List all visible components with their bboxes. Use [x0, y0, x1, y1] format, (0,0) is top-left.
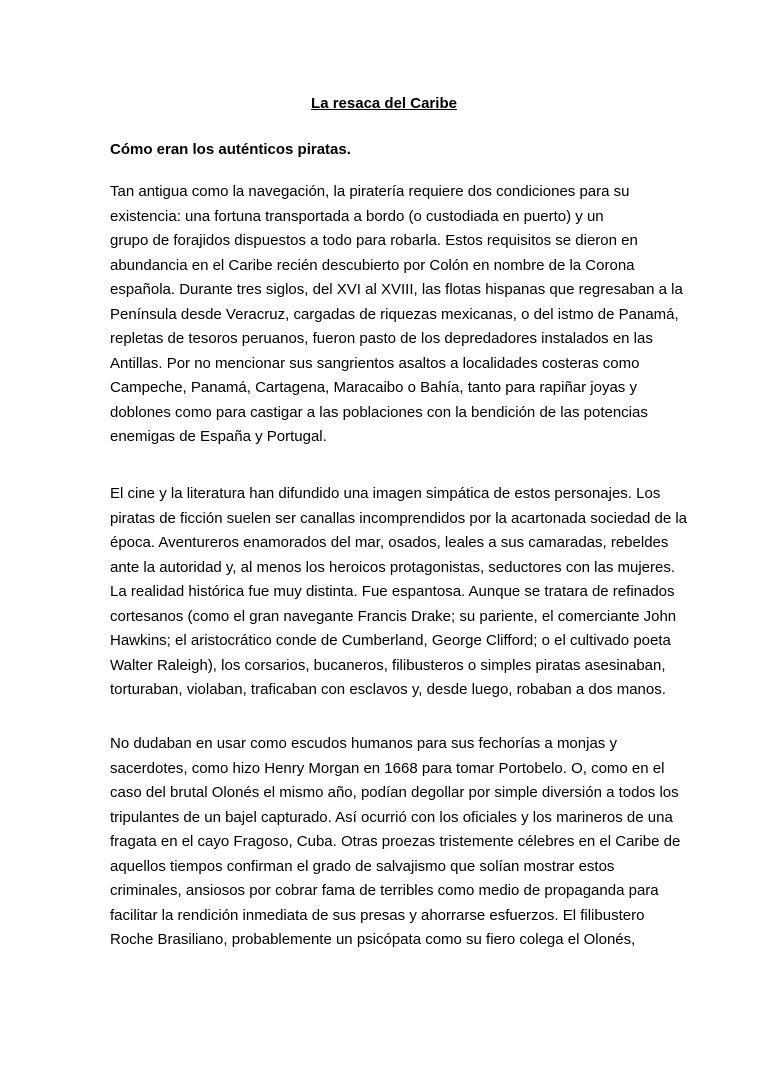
paragraph-line: criminales, ansiosos por cobrar fama de terribles como medio de propaganda para: [110, 882, 659, 899]
paragraph-line: No dudaban en usar como escudos humanos para sus fechorías a monjas y: [110, 735, 617, 752]
paragraph-line: piratas de ficción suelen ser canallas incomprendidos por la acartonada sociedad de la: [110, 509, 688, 527]
paragraph-line: abundancia en el Caribe recién descubierto por Colón en nombre de la Corona: [110, 256, 635, 274]
paragraph-line: La realidad histórica fue muy distinta. Fue espantosa. Aunque se tratara de refinados: [110, 583, 675, 600]
paragraph-line: caso del brutal Olonés el mismo año, podían degollar por simple diversión a todos los: [110, 784, 679, 801]
paragraph-line: enemigas de España y Portugal.: [110, 428, 327, 445]
paragraph-2: [110, 482, 688, 703]
paragraph-line: aquellos tiempos confirman el grado de salvajismo que solían mostrar estos: [110, 857, 615, 875]
paragraph-3: [110, 732, 681, 953]
document-title: La resaca del Caribe: [311, 95, 457, 112]
paragraph-line: Campeche, Panamá, Cartagena, Maracaibo o Bahía, tanto para rapiñar joyas y: [110, 379, 637, 396]
paragraph-line: Walter Raleigh), los corsarios, bucaneros, filibusteros o simples piratas asesinaban,: [110, 656, 666, 674]
paragraph-line: época. Aventureros enamorados del mar, osados, leales a sus camaradas, rebeldes: [110, 534, 669, 551]
paragraph-line: Península desde Veracruz, cargadas de riquezas mexicanas, o del istmo de Panamá,: [110, 305, 679, 323]
paragraph-line: facilitar la rendición inmediata de sus presas y ahorrarse esfuerzos. El filibustero: [110, 906, 645, 924]
paragraph-line: ante la autoridad y, al menos los heroicos protagonistas, seductores con las mujeres.: [110, 558, 676, 576]
paragraph-line: cortesanos (como el gran navegante Francis Drake; su pariente, el comerciante John: [110, 607, 677, 625]
paragraph-line: Tan antigua como la navegación, la piratería requiere dos condiciones para su: [110, 183, 630, 200]
paragraph-line: Hawkins; el aristocrático conde de Cumberland, George Clifford; o el cultivado poeta: [110, 632, 671, 649]
paragraph-line: Roche Brasiliano, probablemente un psicópata como su fiero colega el Olonés,: [110, 931, 636, 948]
paragraph-line: repletas de tesoros peruanos, fueron pasto de los depredadores instalados en las: [110, 330, 653, 347]
paragraph-line: doblones como para castigar a las poblaciones con la bendición de las potencias: [110, 403, 648, 421]
paragraph-line: española. Durante tres siglos, del XVI al XVIII, las flotas hispanas que regresaban a la: [110, 281, 683, 298]
paragraph-line: Antillas. Por no mencionar sus sangrientos asaltos a localidades costeras como: [110, 354, 640, 372]
paragraph-line: sacerdotes, como hizo Henry Morgan en 1668 para tomar Portobelo. O, como en el: [110, 759, 665, 777]
paragraph-line: tripulantes de un bajel capturado. Así ocurrió con los oficiales y los marineros de una: [110, 808, 673, 826]
paragraph-line: grupo de forajidos dispuestos a todo para robarla. Estos requisitos se dieron en: [110, 232, 638, 249]
paragraph-line: El cine y la literatura han difundido una imagen simpática de estos personajes. Los: [110, 485, 661, 502]
document-subtitle: Cómo eran los auténticos piratas.: [110, 141, 351, 158]
paragraph-line: existencia: una fortuna transportada a bordo (o custodiada en puerto) y un: [110, 207, 604, 225]
paragraph-line: fragata en el cayo Fragoso, Cuba. Otras proezas tristemente célebres en el Caribe de: [110, 833, 681, 850]
paragraph-1: [110, 180, 683, 450]
paragraph-line: torturaban, violaban, traficaban con esclavos y, desde luego, robaban a dos manos.: [110, 681, 666, 698]
